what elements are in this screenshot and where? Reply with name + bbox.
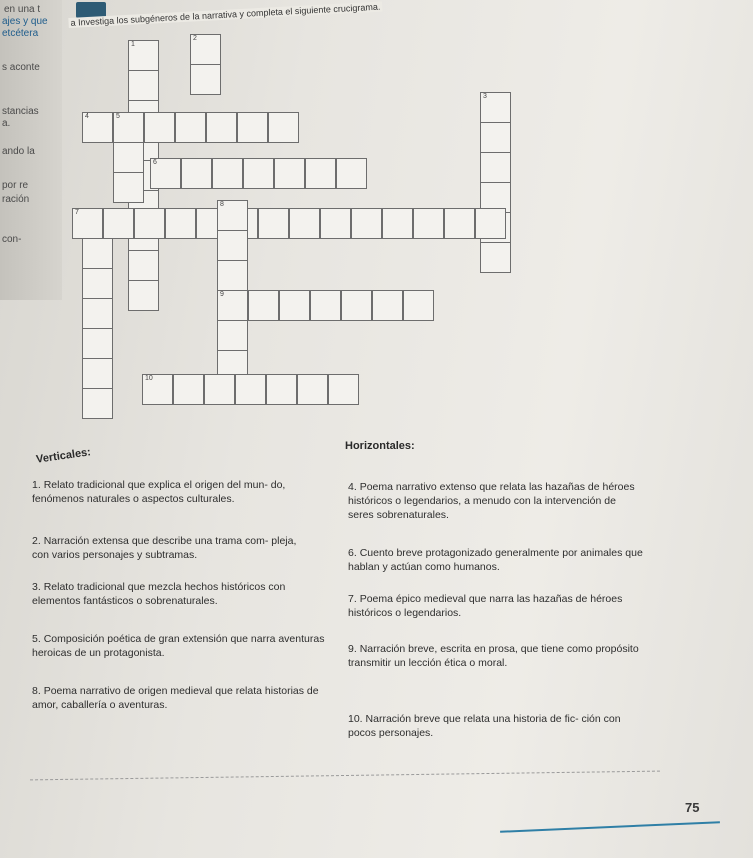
crossword-cell[interactable]	[82, 358, 113, 389]
crossword-cell[interactable]	[165, 208, 196, 239]
crossword-cell[interactable]	[113, 112, 144, 143]
verticales-title: Verticales:	[35, 446, 92, 466]
crossword-cell[interactable]	[128, 280, 159, 311]
crossword-cell[interactable]	[128, 40, 159, 71]
clue-number: 5.	[32, 633, 41, 645]
crossword-cell[interactable]	[134, 208, 165, 239]
page-number: 75	[685, 800, 700, 815]
crossword-cell[interactable]	[82, 238, 113, 269]
crossword-cell[interactable]	[320, 208, 351, 239]
cell-number: 6	[153, 159, 157, 166]
crossword-cell[interactable]	[403, 290, 434, 321]
crossword-grid	[0, 0, 753, 420]
crossword-cell[interactable]	[72, 208, 103, 239]
crossword-cell[interactable]	[217, 260, 248, 291]
crossword-cell[interactable]	[279, 290, 310, 321]
cell-number: 5	[116, 113, 120, 120]
crossword-cell[interactable]	[128, 250, 159, 281]
crossword-cell[interactable]	[305, 158, 336, 189]
clue-vertical-5	[32, 632, 327, 660]
crossword-cell[interactable]	[204, 374, 235, 405]
crossword-cell[interactable]	[82, 388, 113, 419]
crossword-cell[interactable]	[268, 112, 299, 143]
crossword-cell[interactable]	[475, 208, 506, 239]
clue-number: 1.	[32, 479, 41, 491]
clue-text: Relato tradicional que explica el origen del mun- do, fenómenos naturales o aspectos culturales.	[32, 479, 286, 505]
cell-number: 10	[145, 375, 153, 382]
crossword-cell[interactable]	[175, 112, 206, 143]
cell-number: 8	[220, 201, 224, 208]
cell-number: 2	[193, 35, 197, 42]
clue-text: Narración extensa que describe una trama com- pleja, con varios personajes y subtramas.	[32, 535, 297, 561]
left-fragment: ración	[2, 194, 30, 205]
cell-number: 3	[483, 93, 487, 100]
crossword-cell[interactable]	[237, 112, 268, 143]
clue-number: 8.	[32, 685, 41, 697]
crossword-cell[interactable]	[217, 320, 248, 351]
clue-horizontal-4	[348, 480, 643, 522]
left-fragment: con-	[2, 234, 22, 245]
left-fragment: stancias	[2, 106, 39, 117]
crossword-cell[interactable]	[336, 158, 367, 189]
crossword-cell[interactable]	[113, 172, 144, 203]
crossword-cell[interactable]	[181, 158, 212, 189]
clue-horizontal-10	[348, 712, 643, 740]
crossword-cell[interactable]	[128, 70, 159, 101]
left-fragment: por re	[2, 180, 29, 191]
clue-text: Poema narrativo extenso que relata las hazañas de héroes históricos o legendarios, a menudo con la intervención de seres sobrenaturales.	[348, 481, 635, 521]
clue-text: Relato tradicional que mezcla hechos históricos con elementos fantásticos o sobrenaturales.	[32, 581, 286, 607]
clue-vertical-1	[32, 478, 327, 506]
crossword-cell[interactable]	[206, 112, 237, 143]
clue-horizontal-9	[348, 642, 643, 670]
left-fragment: s aconte	[2, 62, 40, 73]
clue-number: 4.	[348, 481, 357, 493]
clue-horizontal-7	[348, 592, 643, 620]
crossword-cell[interactable]	[382, 208, 413, 239]
crossword-cell[interactable]	[190, 64, 221, 95]
instruction-text: a Investiga los subgéneros de la narrativa y completa el siguiente crucigrama.	[70, 1, 381, 28]
left-fragment: a.	[2, 118, 11, 129]
clue-number: 2.	[32, 535, 41, 547]
crossword-cell[interactable]	[289, 208, 320, 239]
crossword-cell[interactable]	[480, 122, 511, 153]
clue-number: 9.	[348, 643, 357, 655]
crossword-cell[interactable]	[266, 374, 297, 405]
crossword-cell[interactable]	[212, 158, 243, 189]
clue-text: Narración breve, escrita en prosa, que tiene como propósito transmitir un lección ética o moral.	[348, 643, 639, 669]
clue-vertical-3	[32, 580, 317, 608]
clue-number: 6.	[348, 547, 357, 559]
crossword-cell[interactable]	[103, 208, 134, 239]
left-fragment: en una t	[4, 4, 41, 15]
left-fragment: ajes y que	[2, 16, 48, 27]
crossword-cell[interactable]	[217, 290, 248, 321]
clue-text: Cuento breve protagonizado generalmente por animales que hablan y actúan como humanos.	[348, 547, 643, 573]
clue-text: Composición poética de gran extensión que narra aventuras heroicas de un protagonista.	[32, 633, 325, 659]
crossword-cell[interactable]	[82, 112, 113, 143]
crossword-cell[interactable]	[480, 92, 511, 123]
crossword-cell[interactable]	[144, 112, 175, 143]
footer-accent-line	[500, 821, 720, 833]
crossword-cell[interactable]	[258, 208, 289, 239]
cell-number: 4	[85, 113, 89, 120]
crossword-cell[interactable]	[243, 158, 274, 189]
clue-text: Narración breve que relata una historia de fic- ción con pocos personajes.	[348, 713, 621, 739]
crossword-cell[interactable]	[480, 152, 511, 183]
crossword-cell[interactable]	[480, 242, 511, 273]
crossword-cell[interactable]	[190, 34, 221, 65]
clue-text: Poema épico medieval que narra las hazañas de héroes históricos o legendarios.	[348, 593, 623, 619]
crossword-cell[interactable]	[413, 208, 444, 239]
left-fragment: ando la	[2, 146, 35, 157]
clue-text: Poema narrativo de origen medieval que relata historias de amor, caballería o aventuras.	[32, 685, 319, 711]
clue-number: 3.	[32, 581, 41, 593]
clue-number: 7.	[348, 593, 357, 605]
clue-vertical-2	[32, 534, 312, 562]
crossword-cell[interactable]	[235, 374, 266, 405]
crossword-cell[interactable]	[217, 230, 248, 261]
clue-horizontal-6	[348, 546, 643, 574]
cell-number: 1	[131, 41, 135, 48]
clue-vertical-8	[32, 684, 327, 712]
horizontales-title: Horizontales:	[345, 440, 415, 452]
crossword-cell[interactable]	[150, 158, 181, 189]
crossword-cell[interactable]	[82, 328, 113, 359]
crossword-cell[interactable]	[328, 374, 359, 405]
clue-number: 10.	[348, 713, 363, 725]
crossword-cell[interactable]	[113, 142, 144, 173]
crossword-cell[interactable]	[351, 208, 382, 239]
crossword-cell[interactable]	[217, 200, 248, 231]
footer-divider	[30, 771, 660, 781]
crossword-cell[interactable]	[372, 290, 403, 321]
crossword-cell[interactable]	[173, 374, 204, 405]
crossword-cell[interactable]	[274, 158, 305, 189]
crossword-cell[interactable]	[248, 290, 279, 321]
crossword-cell[interactable]	[297, 374, 328, 405]
crossword-cell[interactable]	[310, 290, 341, 321]
crossword-cell[interactable]	[444, 208, 475, 239]
crossword-cell[interactable]	[341, 290, 372, 321]
crossword-cell[interactable]	[142, 374, 173, 405]
crossword-cell[interactable]	[82, 268, 113, 299]
cell-number: 7	[75, 209, 79, 216]
cell-number: 9	[220, 291, 224, 298]
crossword-cell[interactable]	[82, 298, 113, 329]
left-fragment: etcétera	[2, 28, 39, 39]
